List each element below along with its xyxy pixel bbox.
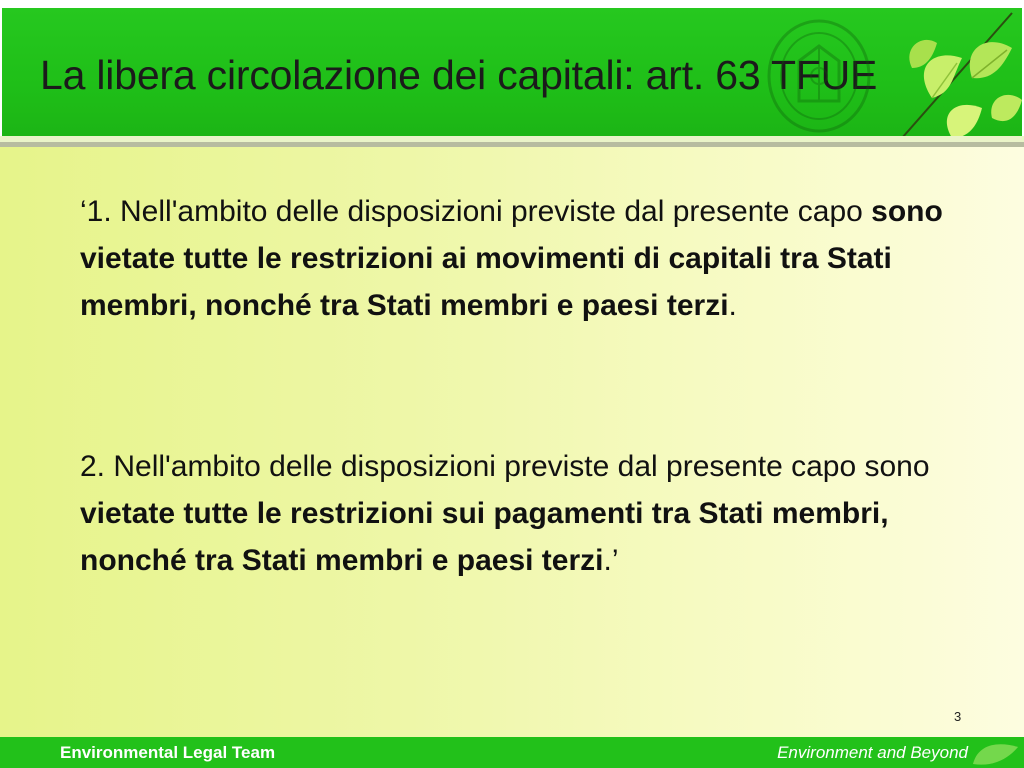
slide-number: 3	[954, 709, 962, 724]
university-seal-icon	[764, 16, 874, 136]
paragraph-1-text: ‘1. Nell'ambito delle disposizioni previste dal presente capo	[80, 195, 872, 228]
article-paragraph-1	[80, 188, 960, 329]
paragraph-2-end: .’	[603, 544, 619, 577]
footer-band	[0, 737, 1024, 768]
green-leaves-icon	[882, 8, 1022, 136]
footer-organization: Environmental Legal Team	[60, 743, 276, 762]
content-area	[0, 147, 1024, 737]
paragraph-2-bold-text: vietate tutte le restrizioni sui pagamenti tra Stati membri, nonché tra Stati membri e paesi terzi	[80, 497, 889, 577]
paragraph-2-text: 2. Nell'ambito delle disposizioni previste dal presente capo sono	[80, 450, 930, 483]
slide-title: La libera circolazione dei capitali: art. 63 TFUE	[40, 52, 878, 98]
footer-leaf-icon	[968, 739, 1024, 768]
footer-tagline: Environment and Beyond	[777, 743, 968, 762]
article-paragraph-2	[80, 443, 960, 584]
paragraph-1-bold-text: sono vietate tutte le restrizioni ai movimenti di capitali tra Stati membri, nonché tra Stati membri e paesi terzi	[80, 195, 943, 322]
header-band	[2, 8, 1022, 136]
paragraph-1-end: .	[728, 289, 737, 322]
